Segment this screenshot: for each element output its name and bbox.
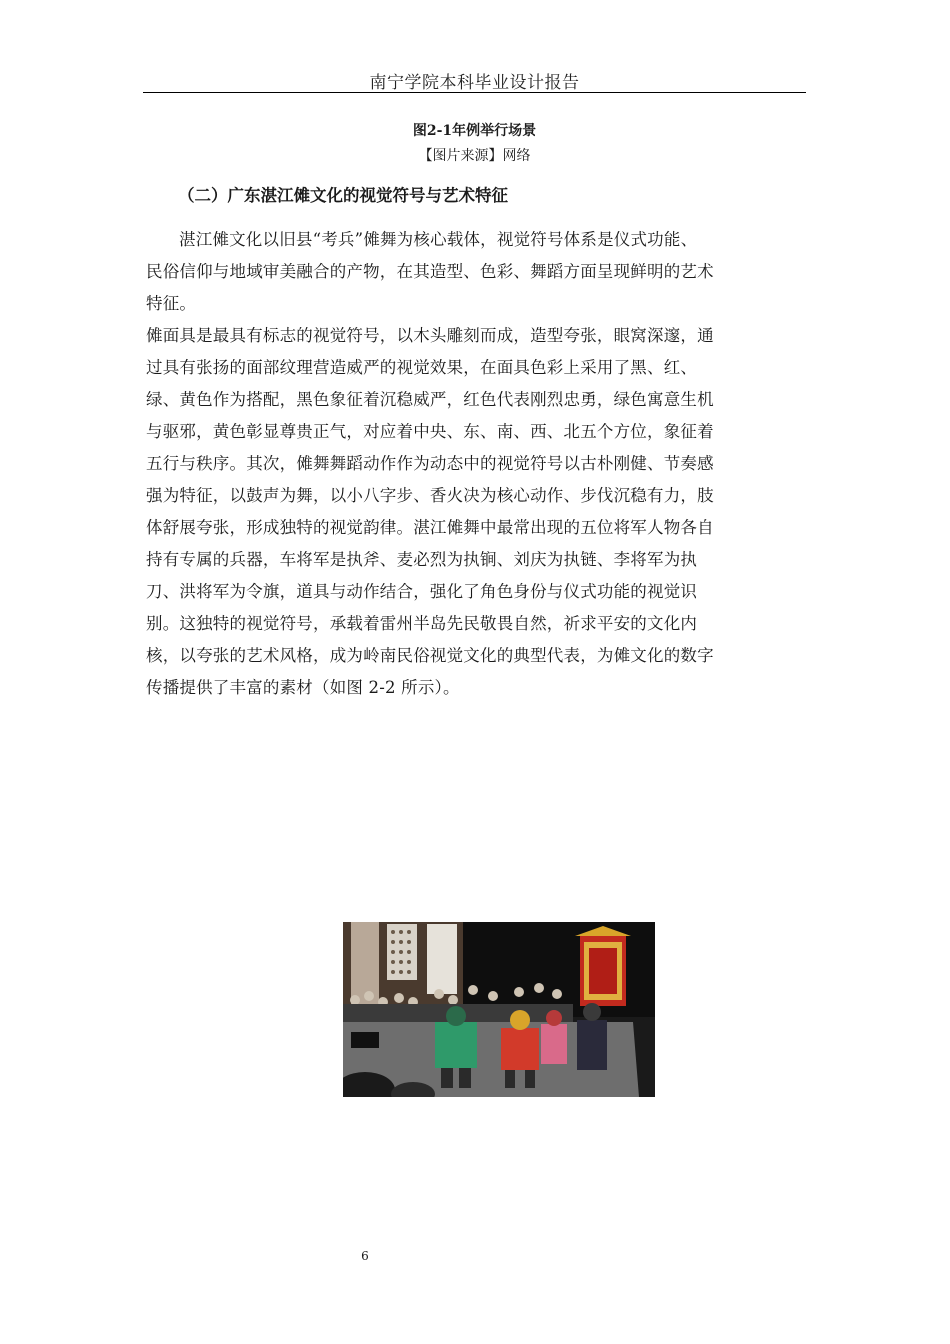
body-line: 与驱邪，黄色彰显尊贵正气，对应着中央、东、南、西、北五个方位，象征着 (146, 422, 714, 441)
section-heading: （二）广东湛江傩文化的视觉符号与艺术特征 (178, 186, 508, 205)
header-divider (143, 92, 806, 93)
page-number: 6 (361, 1249, 369, 1263)
body-line: 傩面具是最具有标志的视觉符号，以木头雕刻而成，造型夸张，眼窝深邃，通 (146, 326, 714, 345)
body-line: 湛江傩文化以旧县“考兵”傩舞为核心载体，视觉符号体系是仪式功能、 (179, 230, 698, 249)
figure-2-1-caption: 图2-1年例举行场景 (412, 123, 537, 139)
body-line: 持有专属的兵器，车将军是执斧、麦必烈为执锏、刘庆为执链、李将军为执 (146, 550, 698, 569)
body-line: 别。这独特的视觉符号，承载着雷州半岛先民敬畏自然，祈求平安的文化内 (146, 614, 698, 633)
body-line: 传播提供了丰富的素材（如图 2-2 所示）。 (146, 678, 460, 697)
body-line: 绿、黄色作为搭配，黑色象征着沉稳威严，红色代表刚烈忠勇，绿色寓意生机 (146, 390, 714, 409)
figure-2-1-source: 【图片来源】网络 (418, 148, 531, 164)
body-line: 过具有张扬的面部纹理营造威严的视觉效果，在面具色彩上采用了黑、红、 (146, 358, 698, 377)
page-header-title: 南宁学院本科毕业设计报告 (369, 73, 580, 93)
body-line: 体舒展夸张，形成独特的视觉韵律。湛江傩舞中最常出现的五位将军人物各自 (146, 518, 714, 537)
body-line: 特征。 (146, 294, 197, 313)
body-line: 五行与秩序。其次，傩舞舞蹈动作作为动态中的视觉符号以古朴刚健、节奏感 (146, 454, 714, 473)
nuo-dance-photo (343, 922, 655, 1097)
body-line: 民俗信仰与地域审美融合的产物，在其造型、色彩、舞蹈方面呈现鲜明的艺术 (146, 262, 714, 281)
body-text (146, 224, 808, 704)
body-line: 强为特征，以鼓声为舞，以小八字步、香火决为核心动作、步伐沉稳有力，肢 (146, 486, 714, 505)
body-line: 核，以夸张的艺术风格，成为岭南民俗视觉文化的典型代表，为傩文化的数字 (146, 646, 714, 665)
body-line: 刀、洪将军为令旗，道具与动作结合，强化了角色身份与仪式功能的视觉识 (146, 582, 698, 601)
